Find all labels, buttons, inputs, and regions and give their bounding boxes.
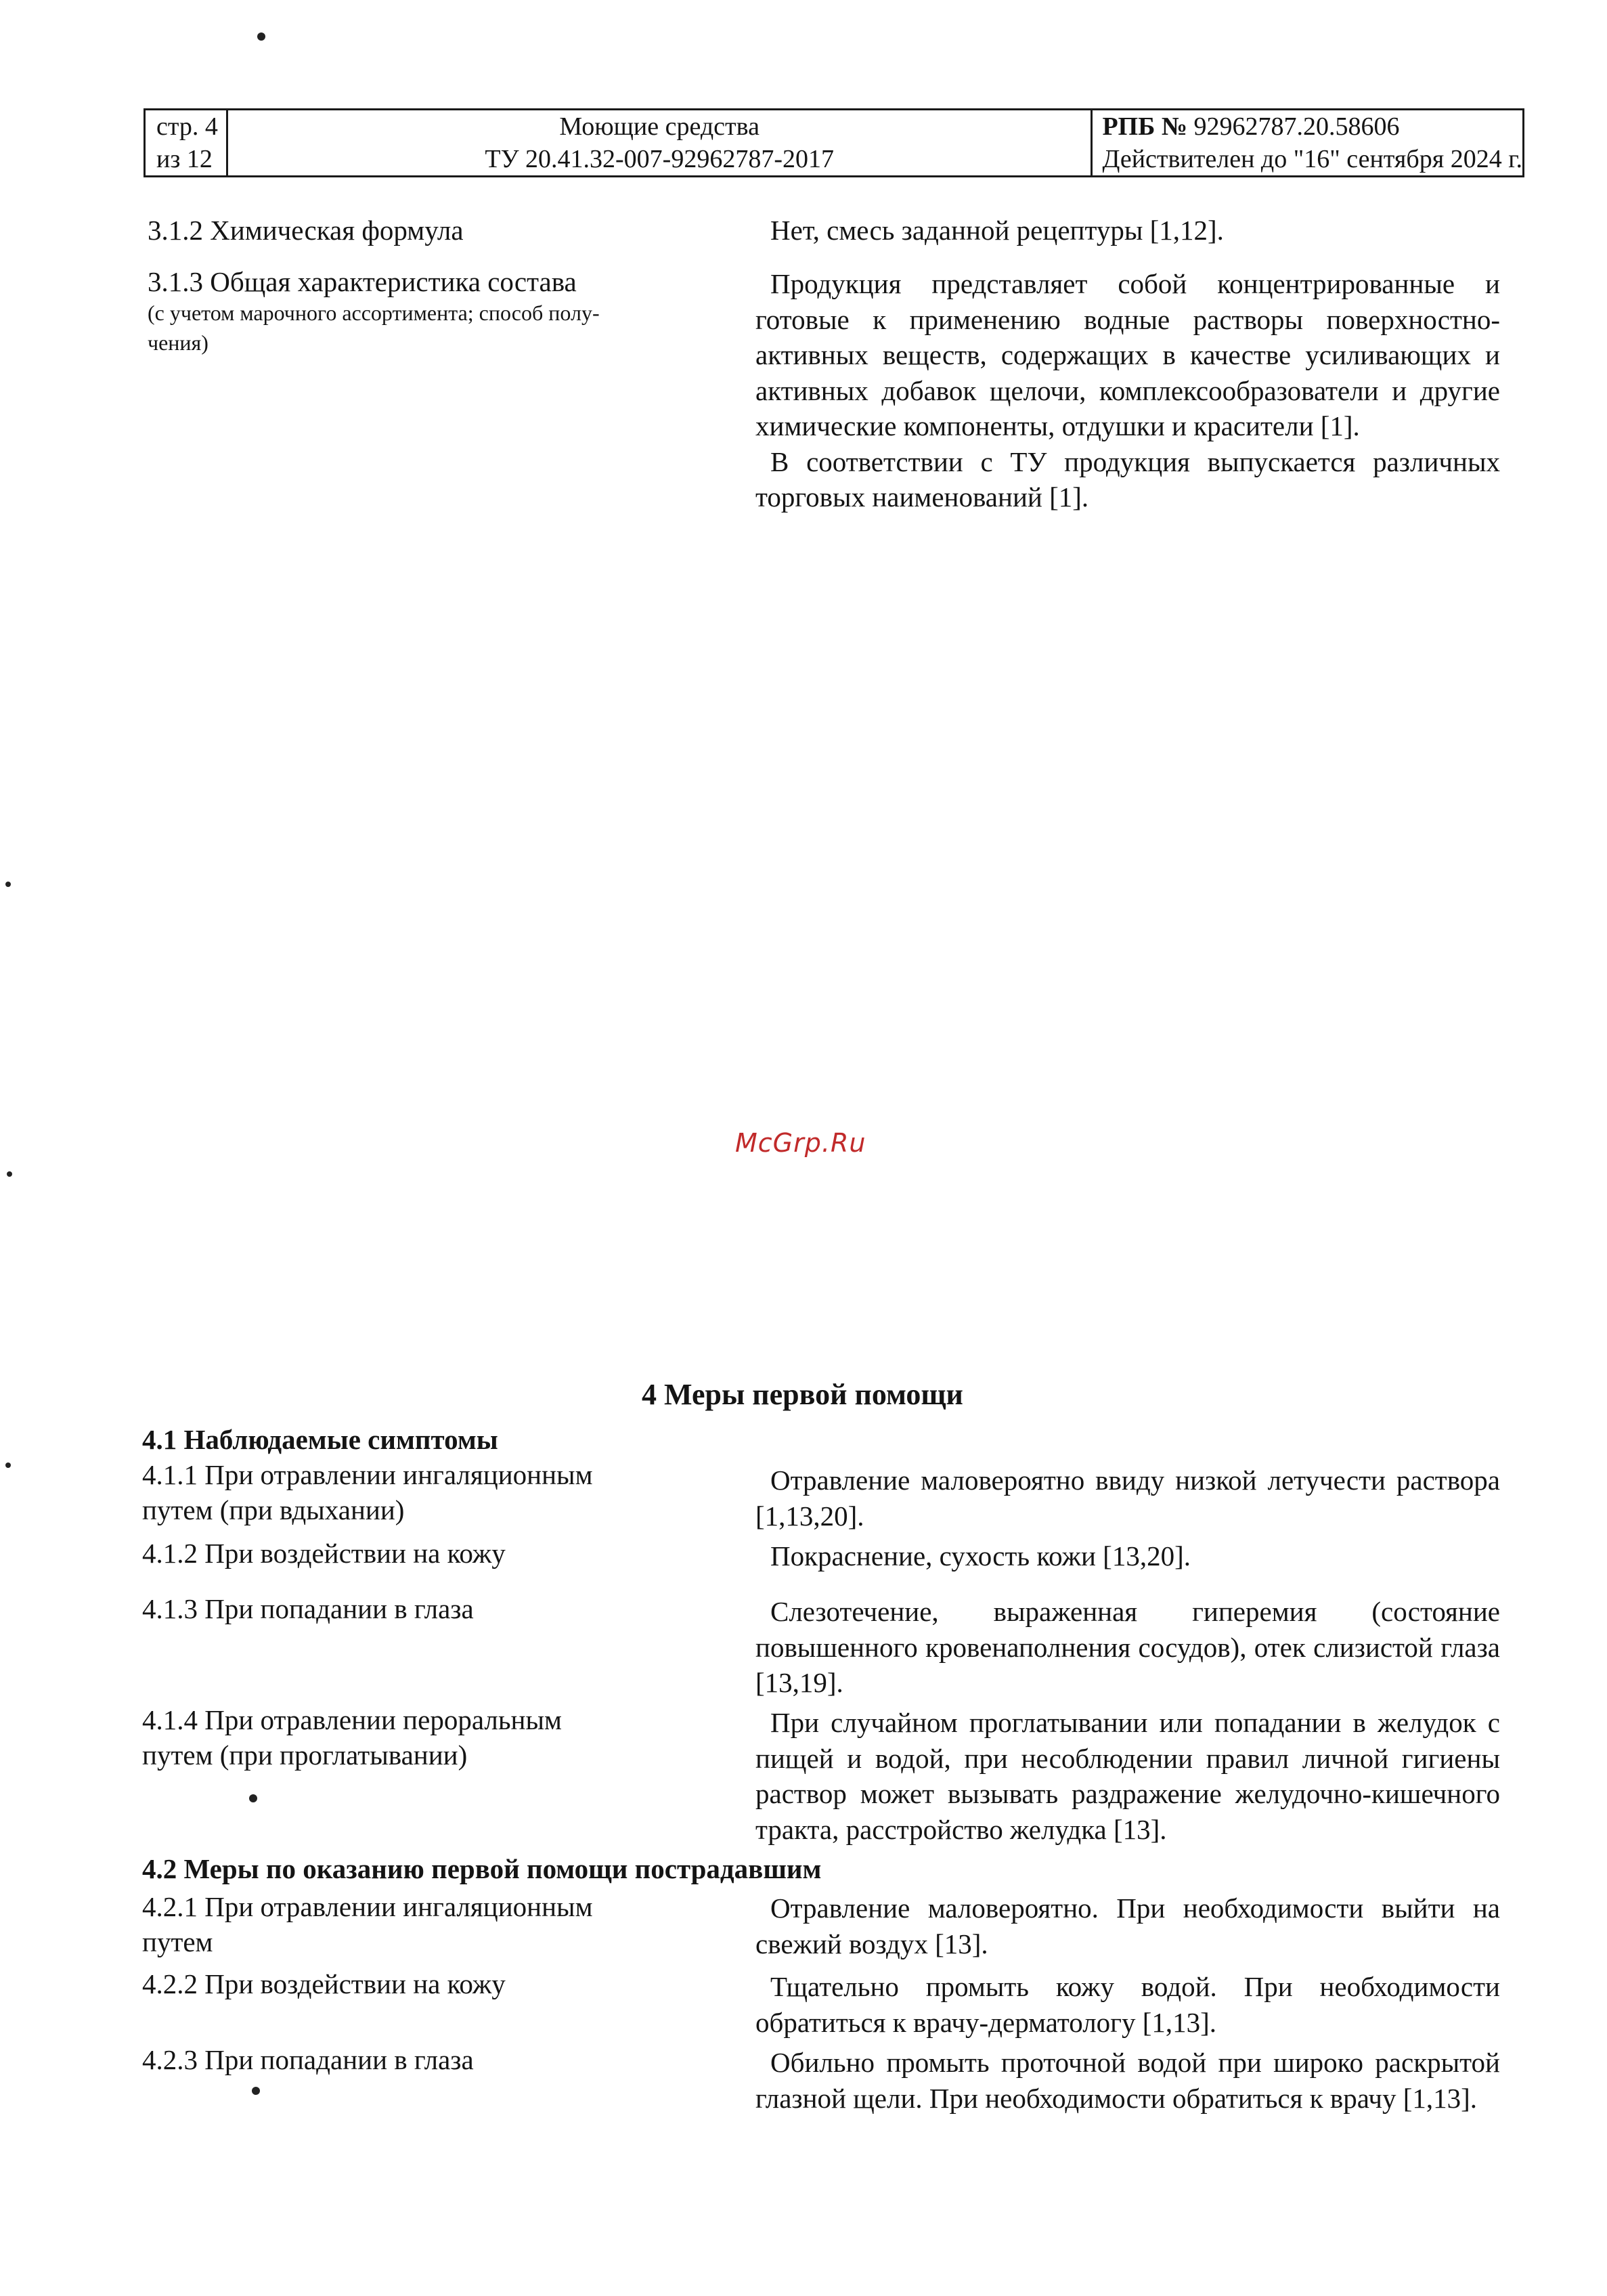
section-4-2-title: 4.2 Меры по оказанию первой помощи пострадавшим	[142, 1853, 822, 1884]
item-4-2-1-label-line1: 4.2.1 При отравлении ингаляционным	[142, 1891, 593, 1922]
header-rpb-number: 92962787.20.58606	[1193, 112, 1400, 141]
watermark-text: McGrp.Ru	[735, 1128, 866, 1158]
scan-speck	[257, 33, 265, 41]
scan-speck	[252, 2087, 260, 2095]
scan-speck	[7, 1171, 12, 1177]
item-4-1-4-text	[755, 1705, 1500, 1847]
item-3-1-3-paragraph-2: В соответствии с ТУ продукция выпускается различных торговых наименований [1].	[755, 446, 1500, 513]
header-product-name: Моющие средства	[559, 112, 760, 141]
item-3-1-2-label: 3.1.2 Химическая формула	[148, 215, 464, 246]
item-4-1-1-label-line2: путем (при вдыхании)	[142, 1494, 405, 1525]
item-4-1-4-label-line2: путем (при проглатывании)	[142, 1739, 468, 1771]
item-3-1-3-label: 3.1.3 Общая характеристика состава	[148, 266, 577, 297]
item-4-1-3-label: 4.1.3 При попадании в глаза	[142, 1593, 474, 1624]
header-rpb-cell	[1093, 110, 1522, 175]
item-4-2-3-text	[755, 2045, 1500, 2116]
item-3-1-2-text	[755, 213, 1500, 248]
item-4-2-3-paragraph: Обильно промыть проточной водой при широко раскрытой глазной щели. При необходимости обратиться к врачу [1,13].	[755, 2047, 1500, 2114]
header-product-cell	[228, 110, 1093, 175]
item-3-1-3-sublabel-line2: чения)	[148, 330, 208, 355]
item-4-1-3-paragraph: Слезотечение, выраженная гиперемия (состояние повышенного кровенаполнения сосудов), отек слизистой глаза [13,19].	[755, 1596, 1500, 1698]
header-rpb-line	[1102, 110, 1522, 143]
item-4-1-1-paragraph: Отравление маловероятно ввиду низкой летучести раствора [1,13,20].	[755, 1465, 1500, 1532]
item-3-1-3-sublabel-line1: (с учетом марочного ассортимента; способ полу-	[148, 301, 600, 325]
item-4-1-1-label-line1: 4.1.1 При отравлении ингаляционным	[142, 1459, 593, 1490]
header-spec: ТУ 20.41.32-007-92962787-2017	[485, 145, 834, 173]
item-4-2-2-paragraph: Тщательно промыть кожу водой. При необходимости обратиться к врачу-дерматологу [1,13].	[755, 1971, 1500, 2038]
header-page-total: из 12	[156, 145, 213, 173]
scan-speck	[249, 1794, 257, 1802]
section-4-title: 4 Меры первой помощи	[642, 1378, 963, 1411]
scan-speck	[5, 882, 11, 887]
scan-speck	[5, 1463, 11, 1468]
item-3-1-3-text	[755, 266, 1500, 515]
item-3-1-3-paragraph-1: Продукция представляет собой концентрированные и готовые к применению водные растворы поверхностно-активных веществ, содержащих в качестве усиливающих и активных добавок щелочи, комплексообразователи и другие химические компоненты, отдушки и красители [1].	[755, 268, 1500, 441]
section-4-1-title: 4.1 Наблюдаемые симптомы	[142, 1424, 498, 1455]
item-4-1-2-label: 4.1.2 При воздействии на кожу	[142, 1538, 506, 1569]
item-4-2-1-paragraph: Отравление маловероятно. При необходимости выйти на свежий воздух [13].	[755, 1892, 1500, 1959]
item-4-1-1-text	[755, 1463, 1500, 1534]
item-4-2-1-label-line2: путем	[142, 1926, 213, 1957]
header-valid-until: Действителен до "16" сентября 2024 г.	[1102, 145, 1522, 173]
item-3-1-2-paragraph: Нет, смесь заданной рецептуры [1,12].	[770, 215, 1224, 246]
item-4-1-2-paragraph: Покраснение, сухость кожи [13,20].	[770, 1540, 1191, 1572]
item-4-2-1-text	[755, 1890, 1500, 1962]
item-4-2-2-label: 4.2.2 При воздействии на кожу	[142, 1968, 506, 1999]
item-4-1-4-label-line1: 4.1.4 При отравлении пероральным	[142, 1704, 562, 1735]
item-4-2-3-label: 4.2.3 При попадании в глаза	[142, 2044, 474, 2075]
header-rpb-label: РПБ №	[1102, 112, 1188, 141]
header-page-cell	[146, 110, 228, 175]
item-4-1-2-text	[755, 1538, 1500, 1574]
item-4-2-2-text	[755, 1969, 1500, 2040]
header-page-label: стр. 4	[156, 112, 218, 141]
document-header-table	[144, 108, 1524, 177]
item-4-1-3-text	[755, 1594, 1500, 1701]
item-4-1-4-paragraph: При случайном проглатывании или попадании в желудок с пищей и водой, при несоблюдении правил личной гигиены раствор может вызывать раздражение желудочно-кишечного тракта, расстройство желудка [13].	[755, 1707, 1500, 1845]
